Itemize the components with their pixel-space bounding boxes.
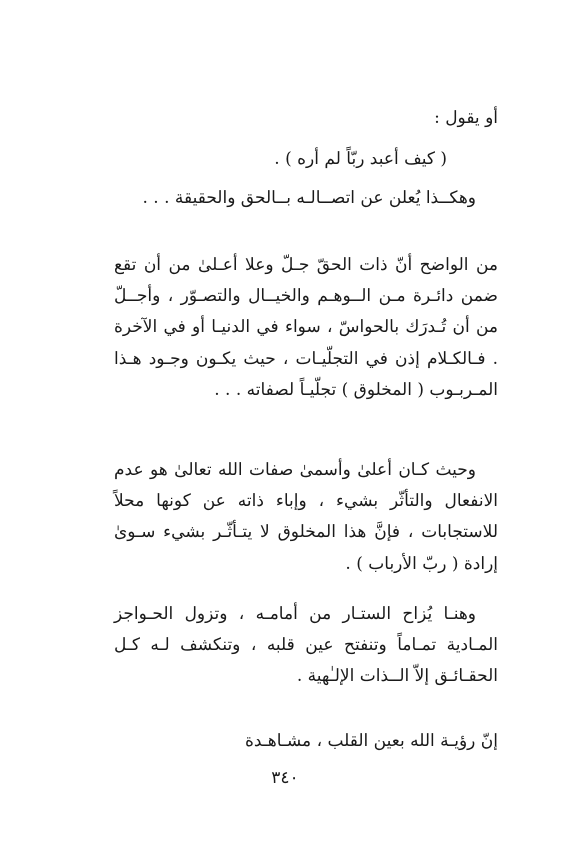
paragraph-2: من الواضح أنّ ذات الحقّ جـلّ وعلا أعـلىٰ من أن تقع ضمن دائـرة مـن الــوهـم والخيــال والتصـوّر ، وأجــلّ من أن تُـدرَك بالحواسّ ، سواء في الدنيـا أو في الآخرة . فـالكـلام إذن في التجلّيـات ، حيث يكـون وجـود هـذا المـربـوب ( المخلوق ) تجلّيـاً لصفاته . . .: [114, 255, 498, 400]
paragraph-5: إنّ رؤيـة الله بعين القلب ، مشـاهـدة: [244, 731, 498, 751]
paragraph-4: وهنـا يُزاح الستـار من أمامـه ، وتزول الحـواجز المـادية تمـاماً وتنفتح عين قلبه ، وتنكشف لـه كـل الحقـائـق إلاّ الــذات الإلـٰهية .: [114, 604, 498, 687]
intro-line: أو يقول :: [434, 108, 498, 128]
quote-line: ( كيف أعبد ربّاً لم أره ) .: [274, 149, 447, 169]
paragraph-3: وحيث كـان أعلىٰ وأسمىٰ صفات الله تعالىٰ هو عدم الانفعال والتأثّر بشيء ، وإباء ذاته عن كونها محلاً للاستجابات ، فإنَّ هذا المخلوق لا يتـأثّـر بشيء سـوىٰ إرادة ( ربّ الأرباب ) .: [114, 460, 498, 574]
paragraph-1: وهكــذا يُعلن عن اتصــالـه بــالحق والحقيقة . . .: [142, 188, 476, 208]
page-number: ٣٤٠: [271, 768, 299, 788]
